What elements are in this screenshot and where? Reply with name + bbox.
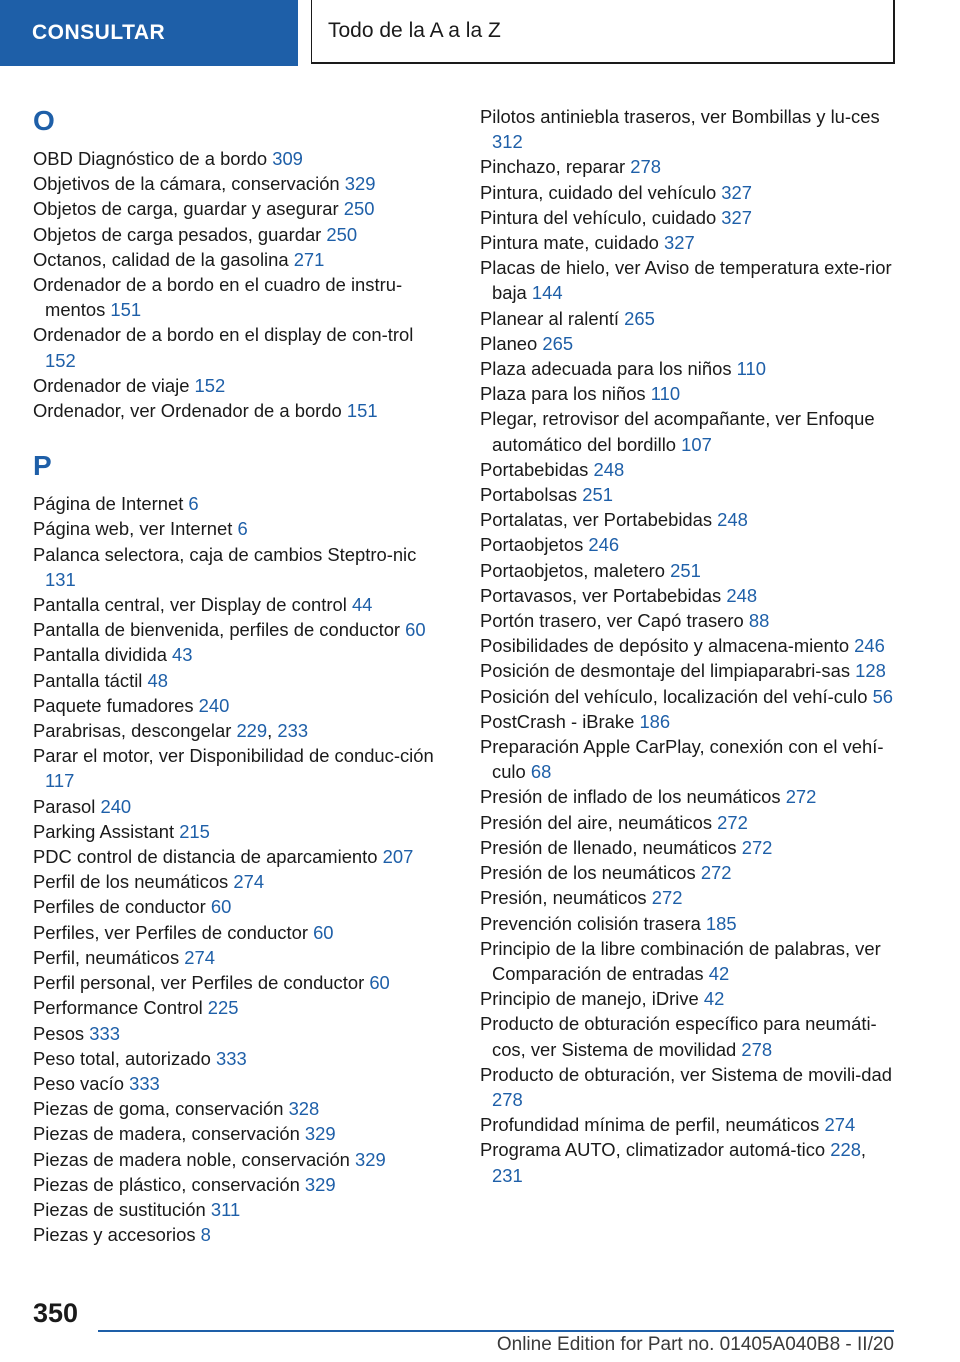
index-entry-text: Pantalla táctil — [33, 669, 148, 691]
index-entry-text: Ordenador de a bordo en el cuadro de instru‐mentos — [33, 274, 403, 321]
index-entry — [480, 1011, 900, 1061]
index-entry — [33, 1172, 443, 1197]
page-reference-link[interactable]: 185 — [705, 912, 737, 934]
index-entry-text: Portabolsas — [480, 484, 583, 506]
index-entry-text: Producto de obturación específico para neumáti‐cos, ver Sistema de movilidad — [480, 1013, 877, 1060]
index-entry-text: Profundidad mínima de perfil, neumáticos — [480, 1114, 825, 1136]
page-reference-link[interactable]: 312 — [492, 131, 523, 153]
index-entry — [33, 247, 443, 272]
index-entry-text: Planeo — [480, 332, 543, 354]
index-entry-text: Portaobjetos — [480, 534, 589, 556]
index-entry-text: Octanos, calidad de la gasolina — [33, 248, 294, 270]
index-entry — [33, 592, 443, 617]
page-reference-link[interactable]: 151 — [110, 299, 142, 321]
index-entry-text: Plegar, retrovisor del acompañante, ver Enfoque automático del bordillo — [480, 408, 875, 455]
index-entry-text: Plaza adecuada para los niños — [480, 358, 737, 380]
page-reference-link[interactable]: 60 — [405, 619, 426, 641]
page-reference-link[interactable]: 274 — [233, 871, 265, 893]
index-entry — [480, 986, 900, 1011]
page-reference-link[interactable]: 272 — [651, 887, 683, 909]
footer-divider — [98, 1330, 894, 1332]
index-entry — [33, 844, 443, 869]
page-reference-link[interactable]: 240 — [100, 795, 132, 817]
index-entry-text: Perfiles de conductor — [33, 896, 211, 918]
index-entry-text: Programa AUTO, climatizador automá‐tico — [480, 1139, 831, 1161]
index-entry-text: Presión, neumáticos — [480, 887, 652, 909]
index-entry-text: PDC control de distancia de aparcamiento — [33, 846, 383, 868]
page-reference-link[interactable]: 42 — [708, 962, 730, 984]
index-entry-text: Producto de obturación, ver Sistema de movili‐dad — [480, 1063, 892, 1085]
page-reference-link[interactable]: 107 — [681, 433, 712, 455]
index-entry-text: Posición del vehículo, localización del vehí‐culo — [480, 685, 873, 707]
index-entry-text: Objetos de carga pesados, guardar — [33, 223, 327, 245]
page-reference-link[interactable]: 6 — [188, 493, 199, 515]
index-entry-text: PostCrash - iBrake — [480, 710, 640, 732]
index-entry — [480, 482, 900, 507]
index-entry — [33, 970, 443, 995]
index-entry — [33, 617, 443, 642]
index-entry — [480, 658, 900, 683]
index-entry — [480, 1062, 900, 1112]
index-entry — [480, 457, 900, 482]
index-entry-text: Pantalla de bienvenida, perfiles de conductor — [33, 619, 406, 641]
page-reference-link[interactable]: 327 — [721, 181, 752, 203]
page-reference-link[interactable]: 231 — [492, 1164, 523, 1186]
page-reference-link[interactable]: 60 — [210, 896, 232, 918]
page-number: 350 — [33, 1298, 79, 1328]
page-reference-link[interactable]: 186 — [639, 710, 671, 732]
index-entry — [480, 180, 900, 205]
index-entry — [33, 1071, 443, 1096]
index-entry — [33, 920, 443, 945]
index-letter-heading: O — [33, 105, 55, 136]
index-entry-text: Pilotos antiniebla traseros, ver Bombillas y lu‐ces — [480, 106, 880, 127]
index-entry-text: Pesos — [33, 1022, 90, 1044]
index-entry — [33, 1021, 443, 1046]
page-reference-link[interactable]: 265 — [624, 307, 655, 329]
index-entry — [33, 322, 443, 372]
page-reference-link[interactable]: 328 — [288, 1098, 320, 1120]
index-entry — [480, 381, 900, 406]
index-entry-text: Piezas y accesorios — [33, 1224, 201, 1246]
index-entry-text: OBD Diagnóstico de a bordo — [33, 148, 273, 169]
index-entry — [480, 154, 900, 179]
page-reference-link[interactable]: 110 — [650, 383, 681, 405]
page-reference-link[interactable]: 60 — [313, 921, 334, 943]
index-entry-text: Perfiles, ver Perfiles de conductor — [33, 921, 314, 943]
index-entry-text: Parar el motor, ver Disponibilidad de conduc‐ción — [33, 745, 434, 767]
index-entry — [480, 1112, 900, 1137]
page-reference-link[interactable]: 215 — [179, 820, 210, 842]
index-entry-text: Principio de la libre combinación de palabras, ver Comparación de entradas — [480, 937, 881, 984]
index-entry — [480, 406, 900, 456]
index-entry-text: Parking Assistant — [33, 820, 180, 842]
index-entry-text: Ordenador de viaje — [33, 374, 195, 396]
index-entry — [33, 642, 443, 667]
index-entry — [33, 945, 443, 970]
page-reference-link[interactable]: 251 — [670, 559, 701, 581]
index-entry-text: Portavasos, ver Portabebidas — [480, 584, 727, 606]
index-entry — [480, 230, 900, 255]
page-reference-link[interactable]: 229 — [236, 720, 268, 742]
index-entry-text: Pinchazo, reparar — [480, 156, 631, 178]
page-reference-link[interactable]: 144 — [531, 282, 563, 304]
index-entry-text: Placas de hielo, ver Aviso de temperatura exte‐rior baja — [480, 257, 892, 304]
index-entry-text: Planear al ralentí — [480, 307, 625, 329]
index-entry-text: Presión de inflado de los neumáticos — [480, 786, 786, 808]
index-entry — [480, 709, 900, 734]
index-entry-text: Pintura, cuidado del vehículo — [480, 181, 722, 203]
index-entry: Parabrisas, descongelar 229, 233 — [33, 720, 309, 742]
index-entry-text: Objetivos de la cámara, conservación — [33, 173, 345, 195]
page-reference-link[interactable]: 333 — [89, 1022, 120, 1044]
page-reference-link[interactable]: 44 — [351, 594, 373, 616]
page-reference-link[interactable]: 152 — [194, 374, 226, 396]
page-reference-link[interactable]: 251 — [582, 484, 613, 506]
page-reference-link[interactable]: 248 — [593, 458, 625, 480]
index-entry — [33, 743, 443, 793]
index-entry — [480, 532, 900, 557]
index-entry-text: Portabebidas — [480, 458, 594, 480]
index-entry — [480, 255, 900, 305]
index-entry-text: Pintura mate, cuidado — [480, 232, 665, 254]
index-entry — [480, 734, 900, 784]
index-entry — [33, 171, 443, 196]
page-reference-link[interactable]: 278 — [630, 156, 661, 178]
index-entry-text: Parabrisas, descongelar — [33, 720, 237, 742]
page-reference-link[interactable]: 248 — [726, 584, 758, 606]
page-reference-link[interactable]: 272 — [741, 836, 773, 858]
page-reference-link[interactable]: 228 — [830, 1139, 861, 1161]
page-reference-link[interactable]: 128 — [855, 660, 886, 682]
index-entry — [33, 869, 443, 894]
index-entry — [480, 633, 900, 658]
index-entry-text: Página de Internet — [33, 493, 189, 515]
index-entry-text: Parasol — [33, 795, 101, 817]
index-entry-text: Peso total, autorizado — [33, 1047, 216, 1069]
index-entry — [33, 1096, 443, 1121]
page-reference-link[interactable]: 233 — [277, 720, 309, 742]
index-entry: Programa AUTO, climatizador automá‐tico 228, 231 — [480, 1139, 867, 1186]
index-entry-text: Presión de los neumáticos — [480, 862, 701, 884]
page-reference-link[interactable]: 250 — [343, 198, 375, 220]
index-entry — [33, 693, 443, 718]
index-entry-text: Performance Control — [33, 997, 208, 1019]
index-entry-text: Presión del aire, neumáticos — [480, 811, 718, 833]
index-entry-text: Peso vacío — [33, 1072, 130, 1094]
index-column-right — [480, 104, 900, 1188]
index-entry-text: Portalatas, ver Portabebidas — [480, 509, 718, 531]
index-entry-text: Preparación Apple CarPlay, conexión con el vehí‐culo — [480, 736, 884, 783]
section-tab[interactable]: CONSULTAR — [0, 0, 298, 66]
page-reference-link[interactable]: 110 — [736, 358, 766, 380]
index-entry — [480, 885, 900, 910]
index-entry — [480, 608, 900, 633]
page-reference-link[interactable]: 48 — [147, 669, 168, 691]
page-reference-link[interactable]: 43 — [172, 644, 193, 666]
index-entry-text: Pintura del vehículo, cuidado — [480, 206, 722, 228]
page-reference-link[interactable]: 60 — [369, 972, 390, 994]
page-reference-link[interactable]: 265 — [542, 332, 574, 354]
index-entry-text: Ordenador de a bordo en el display de con‐trol — [33, 324, 414, 346]
index-entry — [480, 356, 900, 381]
index-entry — [480, 911, 900, 936]
page-reference-link[interactable]: 272 — [785, 786, 817, 808]
index-entry-text: Piezas de goma, conservación — [33, 1098, 289, 1120]
index-entry-text: Prevención colisión trasera — [480, 912, 706, 934]
page-reference-link[interactable]: 246 — [854, 635, 885, 657]
index-entry — [480, 784, 900, 809]
page-reference-link[interactable]: 246 — [588, 534, 620, 556]
page-reference-link[interactable]: 8 — [200, 1224, 211, 1246]
page-reference-link[interactable]: 327 — [721, 206, 752, 228]
index-entry-text: Portón trasero, ver Capó trasero — [480, 610, 749, 632]
index-entry — [480, 583, 900, 608]
index-entry — [480, 306, 900, 331]
edition-note: Online Edition for Part no. 01405A040B8 - II/20 — [496, 1334, 894, 1355]
index-entry — [480, 104, 900, 154]
index-entry-text: Ordenador, ver Ordenador de a bordo — [33, 400, 347, 422]
index-entry-text: Principio de manejo, iDrive — [480, 988, 704, 1010]
index-entry — [33, 995, 443, 1020]
index-entry-text: Palanca selectora, caja de cambios Steptro‐nic — [33, 543, 417, 565]
index-entry-text: Página web, ver Internet — [33, 518, 238, 540]
index-entry-text: Posición de desmontaje del limpiaparabri‐sas — [480, 660, 856, 682]
index-letter-heading: P — [33, 450, 52, 482]
page-reference-link[interactable]: 329 — [355, 1148, 386, 1170]
page-reference-link[interactable]: 274 — [824, 1114, 856, 1136]
index-entry-text: Perfil personal, ver Perfiles de conductor — [33, 972, 370, 994]
page-reference-link[interactable]: 250 — [326, 223, 358, 245]
index-entry-text: Pantalla dividida — [33, 644, 173, 666]
page-reference-link[interactable]: 333 — [129, 1072, 160, 1094]
index-entry — [33, 222, 443, 247]
index-entry-text: Piezas de madera noble, conservación — [33, 1148, 356, 1170]
index-entry — [480, 936, 900, 986]
index-entry-text: Piezas de plástico, conservación — [33, 1173, 305, 1195]
index-entry — [33, 794, 443, 819]
page-reference-link[interactable]: 68 — [530, 761, 552, 783]
index-entry-text: Plaza para los niños — [480, 383, 651, 405]
index-entry — [33, 491, 443, 516]
index-entry-text: Objetos de carga, guardar y asegurar — [33, 198, 344, 220]
page-reference-link[interactable]: 56 — [872, 685, 894, 707]
index-entry-text: Piezas de sustitución — [33, 1198, 211, 1220]
page-reference-link[interactable]: 329 — [304, 1123, 336, 1145]
index-entry — [480, 684, 900, 709]
index-entry-text: Pantalla central, ver Display de control — [33, 594, 352, 616]
index-entry — [33, 146, 443, 171]
page-reference-link[interactable]: 278 — [741, 1038, 773, 1060]
index-entry — [33, 196, 443, 221]
index-entry-text: Portaobjetos, maletero — [480, 559, 671, 581]
index-entry — [33, 1197, 443, 1222]
index-entry-text: Posibilidades de depósito y almacena‐miento — [480, 635, 855, 657]
page-reference-link[interactable]: 272 — [700, 862, 732, 884]
index-entry — [480, 558, 900, 583]
page-reference-link[interactable]: 311 — [210, 1198, 241, 1220]
page-reference-link[interactable]: 225 — [207, 997, 239, 1019]
page-reference-link[interactable]: 274 — [184, 946, 215, 968]
page-reference-link[interactable]: 42 — [703, 988, 725, 1010]
index-entry — [480, 860, 900, 885]
page-reference-link[interactable]: 278 — [492, 1088, 523, 1110]
index-entry-text: Paquete fumadores — [33, 694, 199, 716]
index-entry-text: Presión de llenado, neumáticos — [480, 836, 742, 858]
page-reference-link[interactable]: 309 — [272, 148, 303, 169]
index-entry — [480, 331, 900, 356]
index-entry — [480, 835, 900, 860]
index-entry-text: Perfil de los neumáticos — [33, 871, 234, 893]
index-entry — [33, 398, 443, 423]
index-entry — [33, 373, 443, 398]
index-entry — [33, 1222, 443, 1247]
page-reference-link[interactable]: 329 — [304, 1173, 336, 1195]
page-reference-link[interactable]: 152 — [45, 349, 76, 371]
index-entry — [480, 810, 900, 835]
index-entry-text: Piezas de madera, conservación — [33, 1123, 305, 1145]
page-reference-link[interactable]: 271 — [293, 248, 325, 270]
page-reference-link[interactable]: 240 — [198, 694, 230, 716]
page-reference-link[interactable]: 117 — [45, 770, 75, 792]
index-entry — [33, 668, 443, 693]
page-reference-link[interactable]: 88 — [748, 610, 770, 632]
chapter-title: Todo de la A a la Z — [311, 0, 895, 64]
index-entry — [33, 1121, 443, 1146]
index-entry — [33, 819, 443, 844]
page-reference-link[interactable]: 272 — [717, 811, 748, 833]
page-reference-link[interactable]: 131 — [45, 568, 76, 590]
page-reference-link[interactable]: 6 — [237, 518, 248, 540]
index-entry — [33, 542, 443, 592]
index-entry — [33, 1046, 443, 1071]
index-column-left — [33, 96, 443, 1247]
index-entry — [33, 272, 443, 322]
page-header — [0, 0, 960, 66]
index-entry — [33, 894, 443, 919]
page-reference-link[interactable]: 329 — [344, 173, 376, 195]
index-entry — [33, 1147, 443, 1172]
page-reference-link[interactable]: 207 — [382, 846, 414, 868]
index-entry — [480, 205, 900, 230]
page-reference-link[interactable]: 151 — [346, 400, 378, 422]
index-entry — [33, 516, 443, 541]
index-entry — [480, 507, 900, 532]
page-reference-link[interactable]: 333 — [216, 1047, 247, 1069]
page-reference-link[interactable]: 327 — [664, 232, 695, 254]
index-entry-text: Perfil, neumáticos — [33, 946, 185, 968]
page-reference-link[interactable]: 248 — [717, 509, 748, 531]
